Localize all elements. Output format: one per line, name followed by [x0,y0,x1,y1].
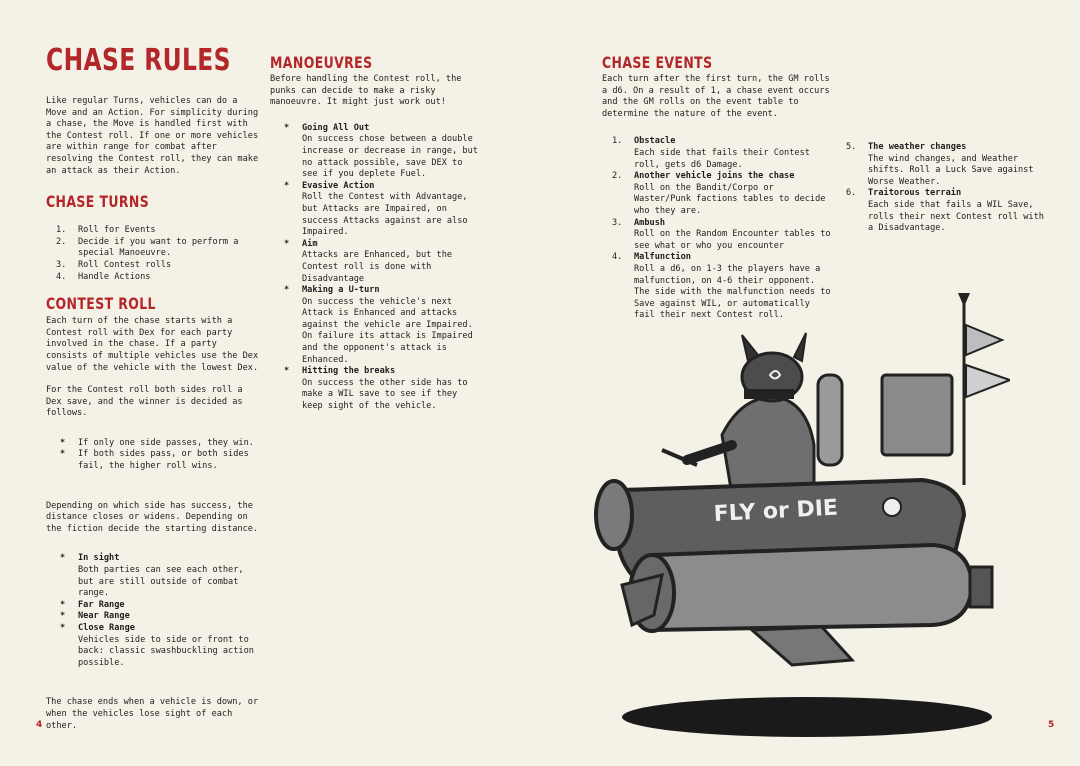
event-item [612,136,832,171]
manoeuvre-item [302,239,482,285]
chase-events-intro: Each turn after the first turn, the GM rolls a d6. On a result of 1, a chase event occurs and the GM rolls on the event table to determine the nature of the event. [602,74,830,119]
event-text: The wind changes, and Weather shifts. Roll a Luck Save against Worse Weather. [868,153,1034,187]
vehicle-illustration [592,285,1010,745]
manoeuvre-text: Roll the Contest with Advantage, but Attacks are Impaired, on success Attacks against are also Impaired. [302,192,468,238]
list-number: 2. [56,236,67,247]
event-number: 5. [846,142,857,152]
distance-item [78,600,261,612]
list-number: 4. [56,271,67,282]
contest-paragraph-1: Each turn of the chase starts with a Contest roll with Dex for each party involved in the chase. If a party consists of multiple vehicles use the Dex value of the vehicle with the lowest Dex. [46,316,259,373]
flag-lower [966,365,1010,397]
contest-paragraph-3: Depending on which side has success, the distance closes or widens. Depending on the fiction decide the starting distance. [46,500,259,534]
bullet-item: * If only one side passes, they win. [78,438,261,450]
page-number-right: 5 [1048,720,1055,730]
contest-bullets [46,438,261,473]
helmet-horn-left [742,335,758,361]
page-number-left: 4 [36,720,43,730]
event-text: Each side that fails a WIL Save, rolls their next Contest roll with a Disadvantage. [868,199,1044,234]
distance-item [78,553,261,599]
helmet-horn-right [794,333,806,361]
manoeuvre-title: * Hitting the breaks [302,366,396,377]
manoeuvre-title: * Evasive Action [302,180,375,191]
events-intro-column [602,54,832,322]
lower-fin [752,627,852,665]
list-text: Roll for Events [78,225,156,236]
helmet-visor [744,389,794,399]
event-number: 2. [612,171,623,182]
manoeuvre-list [270,123,482,413]
event-title: Traitorous terrain [868,188,962,199]
skull-icon [883,498,901,516]
rules-column [46,44,261,743]
manoeuvre-item [302,123,482,181]
distance-list [46,553,261,669]
distance-title: * Near Range [78,611,130,622]
event-number: 6. [846,188,857,199]
pole-tip [958,293,970,307]
front-engine [596,481,632,549]
distance-item [78,623,261,669]
event-item [846,188,1046,234]
manoeuvre-text: On success the vehicle's next Attack is Enhanced and attacks against the vehicle are Impaired. On failure its attack is Impaired and the opponent's attack is Enhanced. [302,296,473,365]
manoeuvres-heading: MANOEUVRES [270,53,373,72]
event-item [612,217,832,253]
distance-title: * Far Range [78,599,125,610]
chase-events-heading: CHASE EVENTS [602,53,713,72]
manoeuvre-title: * Aim [302,238,318,249]
list-item [56,259,261,272]
event-number: 1. [612,136,623,147]
distance-title: * Close Range [78,623,135,633]
page-title: CHASE RULES [46,43,231,78]
list-text: Handle Actions [78,271,151,282]
manoeuvre-item [302,285,482,366]
event-text: Each side that fails their Contest roll, gets d6 Damage. [634,147,810,170]
event-item [846,142,1046,188]
manoeuvre-title: * Making a U-turn [302,285,380,296]
distance-text: Both parties can see each other, but are still outside of combat range. [78,565,244,599]
distance-item [78,611,261,623]
event-title: Ambush [634,217,666,228]
distance-title: * In sight [78,553,120,564]
event-title: Another vehicle joins the chase [634,171,795,182]
manoeuvre-text: On success the other side has to make a WIL save to see if they keep sight of the vehicle. [302,377,468,412]
jet-cylinder [637,545,972,630]
ground-shadow [622,697,992,737]
hull-graffiti: FLY or DIE [713,495,839,528]
event-title: Obstacle [634,136,676,147]
event-number: 4. [612,252,623,263]
event-title: Malfunction [634,252,691,263]
intro-paragraph: Like regular Turns, vehicles can do a Move and an Action. For simplicity during a chase, the Move is handled first with the Contest roll. If one or more vehicles are within range for combat after resolving the Contest roll, they can make an attack as their Action. [46,96,259,176]
chase-turns-heading: CHASE TURNS [46,192,150,212]
distance-text: Vehicles side to side or front to back: classic swashbuckling action possible. [78,634,254,668]
list-item [56,225,261,237]
manoeuvre-item [302,181,482,239]
flag-upper [966,325,1002,355]
contest-paragraph-2: For the Contest roll both sides roll a Dex save, and the winner is decided as follows. [46,385,243,419]
cargo-crate [882,375,952,455]
list-text: Roll Contest rolls [78,259,172,270]
list-number: 1. [56,225,67,236]
manoeuvres-column [270,54,482,425]
event-item [612,171,832,217]
gas-tank [818,375,842,465]
event-text: Roll on the Bandit/Corpo or Waster/Punk factions tables to decide who they are. [634,182,826,216]
manoeuvre-text: Attacks are Enhanced, but the Contest roll is done with Disadvantage [302,250,453,284]
list-item [56,271,261,284]
event-text: Roll a d6, on 1-3 the players have a malfunction, on 4-6 their opponent. The side with the malfunction needs to Save against WIL, or automatically fail their next Contest roll. [634,263,831,321]
bullet-item: * If both sides pass, or both sides fail, the higher roll wins. [78,449,261,472]
event-text: Roll on the Random Encounter tables to see what or who you encounter [634,229,831,251]
manoeuvre-item [302,366,482,412]
contest-roll-heading: CONTEST ROLL [46,294,156,314]
list-number: 3. [56,259,67,270]
event-number: 3. [612,217,623,228]
events-second-column [836,142,1046,235]
list-item [56,236,261,260]
list-text: Decide if you want to perform a special Manoeuvre. [78,236,239,259]
event-title: The weather changes [868,142,967,152]
chase-turns-list [46,225,261,283]
manoeuvre-title: * Going All Out [302,122,370,133]
jet-exhaust [970,567,992,607]
manoeuvre-text: On success chose between a double increase or decrease in range, but no attack possible, save DEX to see if you deplete Fuel. [302,134,478,180]
contest-paragraph-4: The chase ends when a vehicle is down, or when the vehicles lose sight of each other. [46,697,259,731]
manoeuvres-intro: Before handling the Contest roll, the punks can decide to make a risky manoeuvre. It might just work out! [270,74,462,108]
chase-events-list-continued [836,142,1046,235]
